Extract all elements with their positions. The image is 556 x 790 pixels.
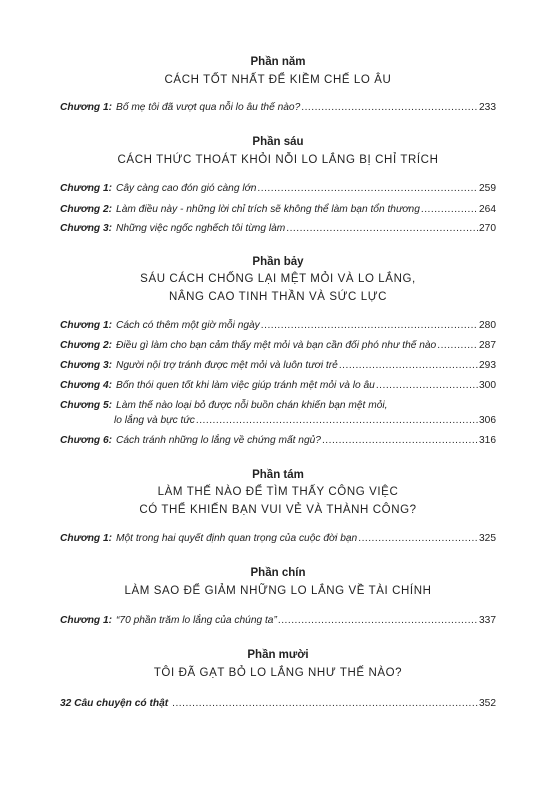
part-title: NÂNG CAO TINH THẦN VÀ SỨC LỰC [168, 291, 388, 303]
chapter-label: Chương 4: [60, 380, 113, 391]
toc-entry [60, 399, 496, 428]
dot-leader [421, 203, 478, 217]
chapter-label: Chương 5: [60, 400, 113, 411]
toc-entry [60, 379, 496, 393]
part-name: Phần chín [250, 567, 306, 579]
part-heading [60, 468, 496, 518]
dot-leader [286, 222, 478, 236]
page-number: 300 [479, 380, 496, 391]
page-number: 337 [479, 615, 496, 626]
page-number: 270 [479, 223, 496, 234]
chapter-label: Chương 1: [60, 615, 113, 626]
chapter-label: Chương 3: [60, 360, 113, 371]
dot-leader [196, 414, 478, 428]
chapter-title: Làm điều này - những lời chỉ trích sẽ không thể làm bạn tổn thương [116, 204, 420, 215]
chapter-title: Làm thế nào loại bỏ được nỗi buồn chán khiến bạn mệt mỏi, [116, 400, 388, 411]
chapter-title: Cây càng cao đón gió càng lớn [116, 183, 257, 194]
chapter-label: Chương 1: [60, 102, 113, 113]
toc-entry [60, 614, 496, 628]
part-name: Phần tám [252, 469, 304, 481]
part-title: SÁU CÁCH CHỐNG LẠI MỆT MỎI VÀ LO LẮNG, [140, 273, 416, 285]
part-name: Phần mười [247, 649, 309, 661]
page-number: 325 [479, 533, 496, 544]
chapter-label: Chương 1: [60, 183, 113, 194]
toc-entry [60, 101, 496, 115]
chapter-label: Chương 1: [60, 320, 113, 331]
part-title: CÓ THỂ KHIẾN BẠN VUI VẺ VÀ THÀNH CÔNG? [139, 504, 417, 516]
chapter-label: Chương 6: [60, 435, 113, 446]
page-number: 306 [479, 415, 496, 426]
page-number: 293 [479, 360, 496, 371]
chapter-title: Điều gì làm cho bạn cảm thấy mệt mỏi và bạn cần đối phó như thế nào [116, 340, 437, 351]
toc-entry [60, 532, 496, 546]
dot-leader [172, 697, 478, 711]
toc-entry [60, 182, 496, 196]
chapter-title: “70 phần trăm lo lắng của chúng ta” [116, 615, 277, 626]
page-number: 233 [479, 102, 496, 113]
dot-leader [261, 319, 478, 333]
chapter-title: Cách tránh những lo lắng về chứng mất ngủ? [116, 435, 321, 446]
part-title: LÀM THẾ NÀO ĐỂ TÌM THẤY CÔNG VIỆC [157, 486, 399, 498]
part-heading [60, 55, 496, 88]
dot-leader [322, 434, 478, 448]
dot-leader [278, 614, 478, 628]
dot-leader [358, 532, 478, 546]
chapter-title: Cách có thêm một giờ mỗi ngày [116, 320, 260, 331]
page-number: 316 [479, 435, 496, 446]
chapter-label: Chương 1: [60, 533, 113, 544]
chapter-title: Người nội trợ tránh được mệt mỏi và luôn tươi trẻ [116, 360, 338, 371]
toc-entry [60, 434, 496, 448]
toc-entry [60, 359, 496, 373]
dot-leader [301, 101, 478, 115]
toc-entry [60, 697, 496, 711]
toc-entry [60, 319, 496, 333]
page-number: 287 [479, 340, 496, 351]
chapter-title-continued: lo lắng và bực tức [114, 415, 195, 426]
dot-leader [257, 182, 478, 196]
toc-entry [60, 222, 496, 236]
toc-entry [60, 203, 496, 217]
part-title: CÁCH TỐT NHẤT ĐỂ KIỀM CHẾ LO ÂU [164, 74, 392, 86]
part-name: Phần bảy [252, 256, 304, 268]
part-name: Phần sáu [252, 136, 304, 148]
chapter-title: Bốn thói quen tốt khi làm việc giúp tránh mệt mỏi và lo âu [116, 380, 375, 391]
dot-leader [376, 379, 478, 393]
dot-leader [437, 339, 478, 353]
page-number: 259 [479, 183, 496, 194]
chapter-title: Những việc ngốc nghếch tôi từng làm [116, 223, 286, 234]
part-title: TÔI ĐÃ GẠT BỎ LO LẮNG NHƯ THẾ NÀO? [153, 667, 403, 679]
dot-leader [339, 359, 478, 373]
chapter-label: Chương 2: [60, 204, 113, 215]
chapter-label: Chương 3: [60, 223, 113, 234]
chapter-title: Bố mẹ tôi đã vượt qua nỗi lo âu thế nào? [116, 102, 301, 113]
part-heading [60, 135, 496, 168]
page-number: 264 [479, 204, 496, 215]
part-title: LÀM SAO ĐỂ GIẢM NHỮNG LO LẮNG VỀ TÀI CHÍNH [124, 585, 432, 597]
page-number: 352 [479, 698, 496, 709]
part-heading [60, 255, 496, 305]
chapter-title: Một trong hai quyết định quan trọng của cuộc đời bạn [116, 533, 358, 544]
part-heading [60, 648, 496, 681]
story-label: 32 Câu chuyện có thật [60, 698, 169, 709]
toc-entry [60, 339, 496, 353]
part-title: CÁCH THỨC THOÁT KHỎI NỖI LO LẮNG BỊ CHỈ TRÍCH [117, 154, 439, 166]
part-name: Phần năm [250, 56, 306, 68]
page-number: 280 [479, 320, 496, 331]
chapter-label: Chương 2: [60, 340, 113, 351]
part-heading [60, 566, 496, 599]
